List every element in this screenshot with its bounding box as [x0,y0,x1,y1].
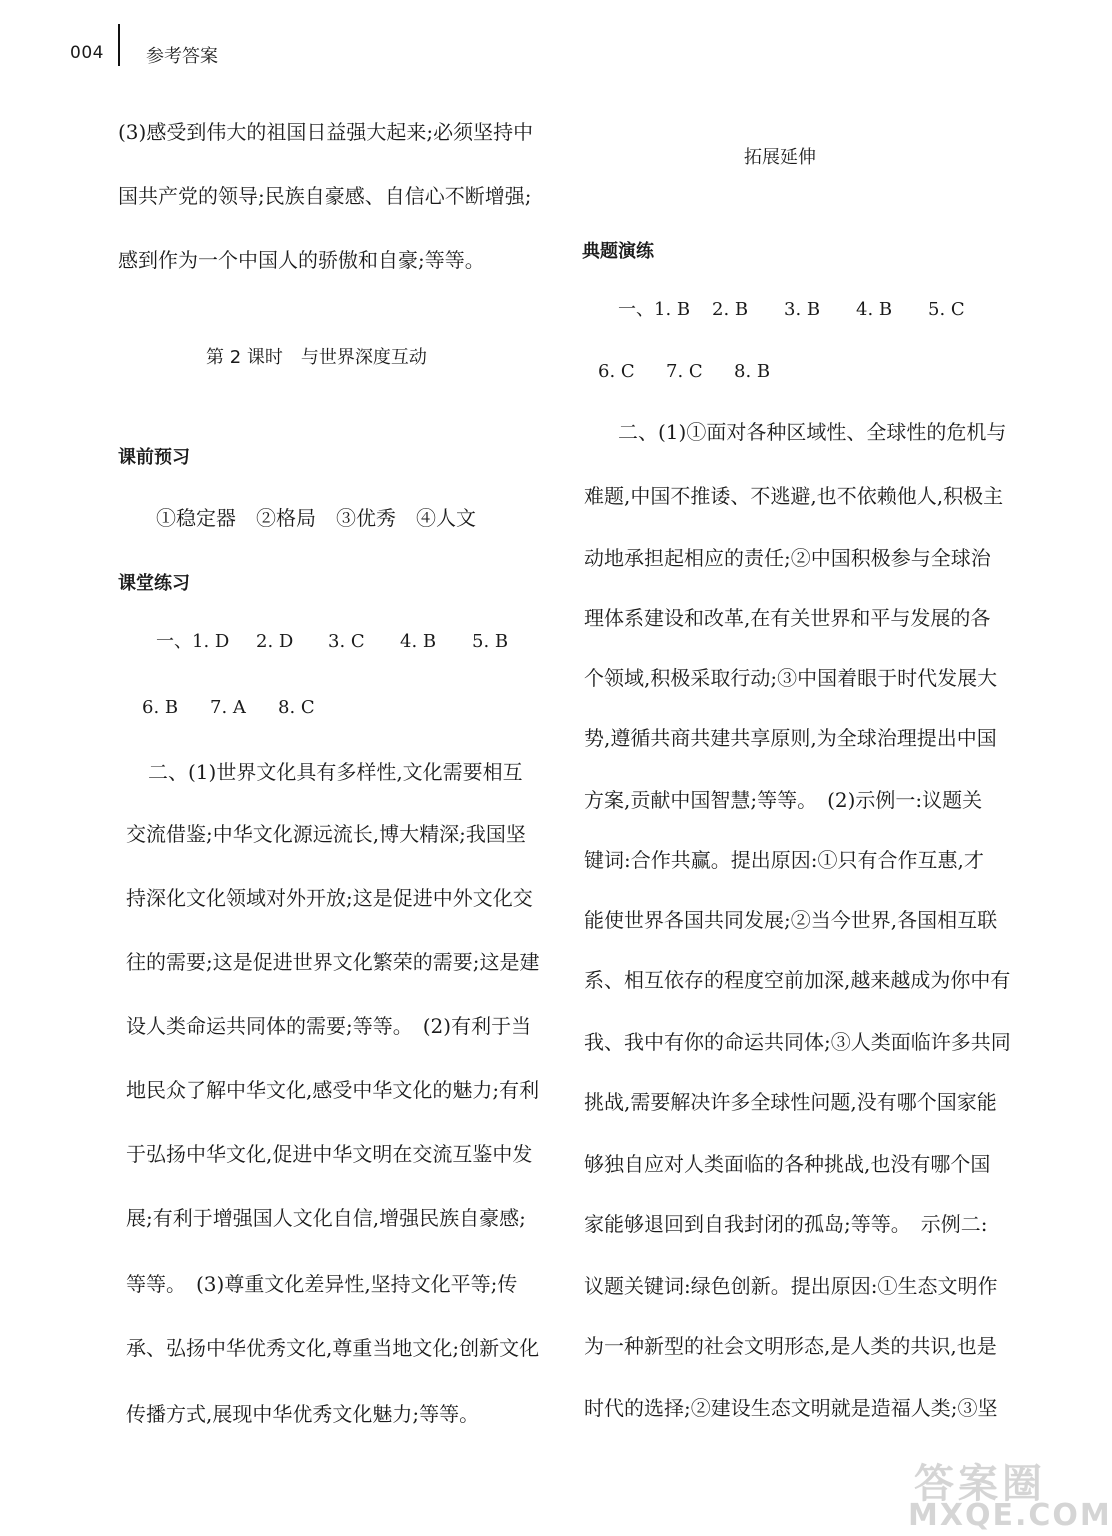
mc-answer: 5. C [928,299,965,320]
mc-answer: 5. B [472,631,509,652]
answer-line: 时代的选择;②建设生态文明就是造福人类;③坚 [584,1396,998,1420]
answer-line: 理体系建设和改革,在有关世界和平与发展的各 [584,606,991,630]
answer-line: 家能够退回到自我封闭的孤岛;等等。 示例二: [584,1212,988,1236]
mc-answer: 3. B [784,299,821,320]
mc-answer: 6. B [142,697,179,718]
mc-answer: 8. C [278,697,315,718]
mc-answer: 8. B [734,361,771,382]
answer-line: 二、(1)世界文化具有多样性,文化需要相互 [148,760,523,784]
header-divider [118,24,120,66]
answer-line: 持深化文化领域对外开放;这是促进中外文化交 [126,886,533,910]
answer-line: 展;有利于增强国人文化自信,增强民族自豪感; [126,1206,526,1230]
mc-answer: 2. B [712,299,749,320]
answer-line: 于弘扬中华文化,促进中华文明在交流互鉴中发 [126,1142,533,1166]
answer-line: 地民众了解中华文化,感受中华文化的魅力;有利 [126,1078,540,1102]
answer-line: 方案,贡献中国智慧;等等。 (2)示例一:议题关 [584,788,983,812]
preview-answers: ①稳定器 ②格局 ③优秀 ④人文 [156,506,476,530]
mc-answer: 3. C [328,631,365,652]
practice-heading: 典题演练 [582,241,654,262]
answer-line: 议题关键词:绿色创新。提出原因:①生态文明作 [584,1274,998,1298]
answer-line: 个领域,积极采取行动;③中国着眼于时代发展大 [584,666,998,690]
watermark-url-text: MXQE.COM [908,1498,1112,1533]
answer-line: 我、我中有你的命运共同体;③人类面临许多共同 [584,1030,1011,1054]
mc-answer: 4. B [400,631,437,652]
answer-line: 动地承担起相应的责任;②中国积极参与全球治 [584,546,991,570]
answer-line: 难题,中国不推诿、不逃避,也不依赖他人,积极主 [584,484,1004,508]
answer-line: 往的需要;这是促进世界文化繁荣的需要;这是建 [126,950,540,974]
answer-line: 挑战,需要解决许多全球性问题,没有哪个国家能 [584,1090,997,1114]
mc-answer: 7. C [666,361,703,382]
answer-line: 能使世界各国共同发展;②当今世界,各国相互联 [584,908,998,932]
mc-answer: 一、1. B [618,299,691,320]
intro-line: 感到作为一个中国人的骄傲和自豪;等等。 [118,248,485,272]
mc-answer: 6. C [598,361,635,382]
lesson-title: 第 2 课时 与世界深度互动 [206,347,427,368]
answer-line: 承、弘扬中华优秀文化,尊重当地文化;创新文化 [126,1336,540,1360]
header-title: 参考答案 [146,46,218,67]
mc-answer: 2. D [256,631,294,652]
section-title: 拓展延伸 [744,147,816,168]
answer-line: 交流借鉴;中华文化源远流长,博大精深;我国坚 [126,822,526,846]
answer-line: 为一种新型的社会文明形态,是人类的共识,也是 [584,1334,997,1358]
answer-line: 键词:合作共赢。提出原因:①只有合作互惠,才 [584,848,984,872]
mc-answer: 7. A [210,697,246,718]
answer-line: 势,遵循共商共建共享原则,为全球治理提出中国 [584,726,997,750]
answer-line: 传播方式,展现中华优秀文化魅力;等等。 [126,1402,480,1426]
page-header [0,0,1082,90]
site-watermark [908,1452,1112,1536]
practice-heading: 课堂练习 [118,573,190,594]
mc-answer: 一、1. D [156,631,230,652]
mc-answer: 4. B [856,299,893,320]
answer-line: 二、(1)①面对各种区域性、全球性的危机与 [618,420,1007,444]
answer-line: 等等。 (3)尊重文化差异性,坚持文化平等;传 [126,1272,518,1296]
preview-heading: 课前预习 [118,447,190,468]
answer-line: 系、相互依存的程度空前加深,越来越成为你中有 [584,968,1011,992]
page-number: 004 [70,43,104,63]
answer-line: 设人类命运共同体的需要;等等。 (2)有利于当 [126,1014,532,1038]
intro-line: 国共产党的领导;民族自豪感、自信心不断增强; [118,184,532,208]
answer-line: 够独自应对人类面临的各种挑战,也没有哪个国 [584,1152,991,1176]
intro-line: (3)感受到伟大的祖国日益强大起来;必须坚持中 [118,120,534,144]
watermark-logo-text: 答案圈 [914,1461,1046,1507]
